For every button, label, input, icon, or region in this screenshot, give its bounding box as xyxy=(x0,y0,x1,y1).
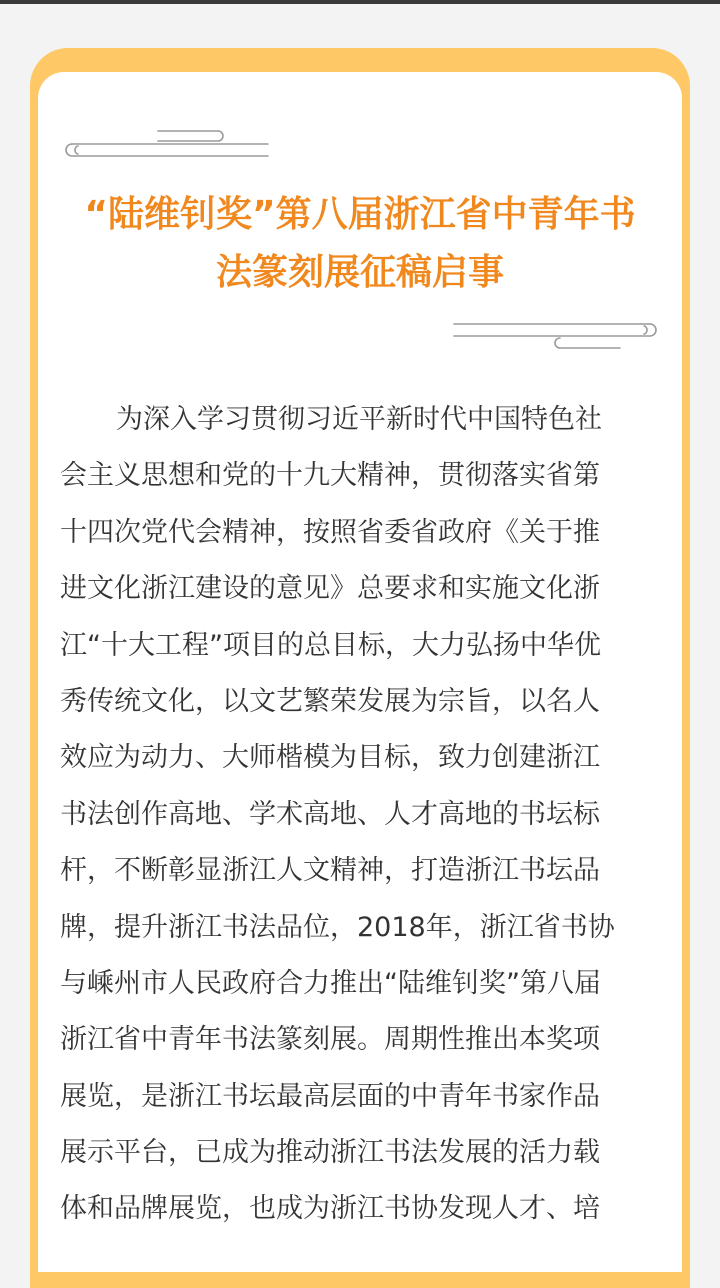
paragraph-line: 体和品牌展览，也成为浙江书协发现人才、培 xyxy=(60,1193,600,1225)
top-bar xyxy=(0,0,720,4)
paragraph-line: 效应为动力、大师楷模为目标，致力创建浙江 xyxy=(60,742,600,774)
title-line: 法篆刻展征稿启事 xyxy=(215,252,504,293)
paragraph-line: 江“十大工程”项目的总目标，大力弘扬中华优 xyxy=(60,629,601,661)
page-title xyxy=(44,186,676,302)
title-line: “陆维钊奖”第八届浙江省中青年书 xyxy=(84,194,636,235)
paragraph-line: 牌，提升浙江书法品位，2018年，浙江省书协 xyxy=(60,911,615,943)
paragraph-line: 展示平台，已成为推动浙江书法发展的活力载 xyxy=(60,1137,600,1169)
paragraph-line: 会主义思想和党的十九大精神，贯彻落实省第 xyxy=(60,460,600,492)
paragraph-line: 进文化浙江建设的意见》总要求和实施文化浙 xyxy=(60,573,600,605)
paragraph-line: 浙江省中青年书法篆刻展。周期性推出本奖项 xyxy=(60,1024,600,1056)
paragraph-line: 杆，不断彰显浙江人文精神，打造浙江书坛品 xyxy=(60,855,600,887)
paragraph-line: 秀传统文化，以文艺繁荣发展为宗旨，以名人 xyxy=(60,685,600,717)
cloud-ornament-top-icon xyxy=(58,126,272,160)
article-body xyxy=(60,392,660,1238)
cloud-ornament-bottom-icon xyxy=(450,318,664,352)
paragraph-line: 为深入学习贯彻习近平新时代中国特色社 xyxy=(116,404,602,435)
paragraph-line: 与嵊州市人民政府合力推出“陆维钊奖”第八届 xyxy=(60,967,601,999)
paragraph-line: 展览，是浙江书坛最高层面的中青年书家作品 xyxy=(60,1080,600,1112)
paragraph-line: 书法创作高地、学术高地、人才高地的书坛标 xyxy=(60,798,600,830)
paragraph-line: 十四次党代会精神，按照省委省政府《关于推 xyxy=(60,516,600,548)
